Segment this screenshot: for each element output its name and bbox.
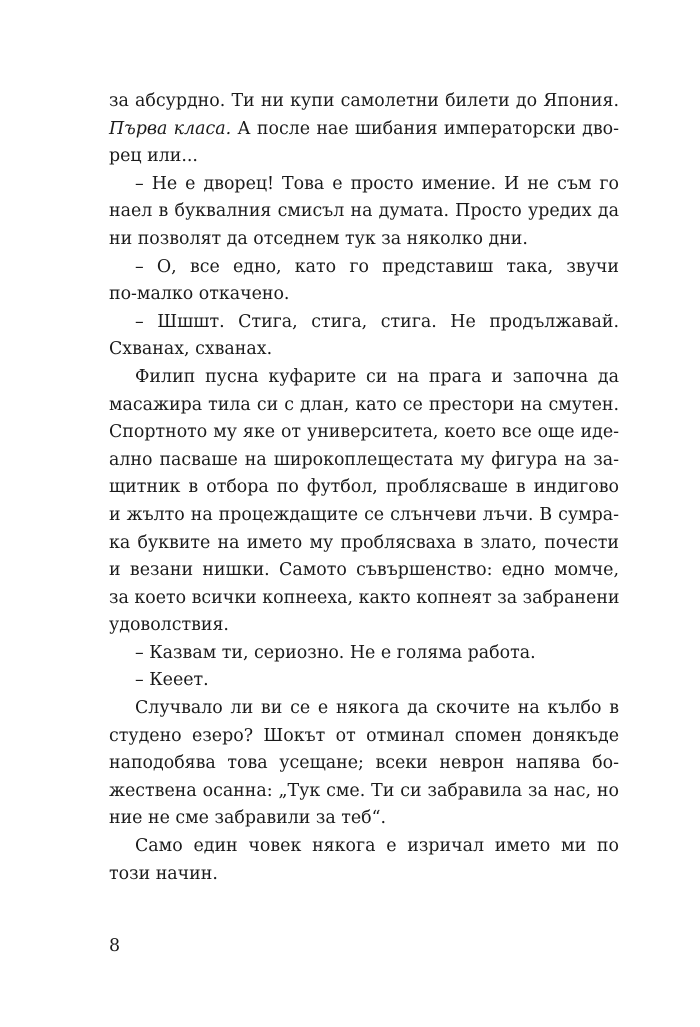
text-line: жествена осанна: „Тук сме. Ти си забравила за нас, но bbox=[109, 780, 619, 801]
text-line: за което всички копнееха, както копнеят за забранени bbox=[109, 587, 620, 608]
text-line: – О, все едно, като го представиш така, звучи bbox=[135, 256, 619, 277]
text-line: наел в буквалния смисъл на думата. Просто уредих да bbox=[109, 201, 619, 222]
text-line: този начин. bbox=[109, 863, 218, 884]
text-line: Случвало ли ви се е някога да скочите на кълбо в bbox=[135, 698, 619, 719]
italic-phrase: Първа класа. bbox=[109, 118, 232, 139]
text-line: удоволствия. bbox=[109, 615, 229, 636]
text-line: студено езеро? Шокът от отминал спомен донякъде bbox=[109, 725, 619, 746]
text-line: ние не сме забравили за теб“. bbox=[109, 808, 387, 829]
text-line: масажира тила си с длан, като се престори на смутен. bbox=[109, 394, 619, 415]
text-line: ни позволят да отседнем тук за няколко дни. bbox=[109, 228, 528, 249]
text-line: – Кееет. bbox=[135, 670, 209, 691]
text-line: Схванах, схванах. bbox=[109, 339, 273, 360]
text-line: и везани нишки. Самото съвършенство: едно момче, bbox=[109, 560, 619, 581]
text-line: – Не е дворец! Това е просто имение. И не съм го bbox=[135, 173, 619, 194]
text-line: ално пасваше на широкоплещестата му фигура на за- bbox=[109, 449, 619, 470]
text-line: рец или... bbox=[109, 146, 198, 167]
text-line: Филип пусна куфарите си на прага и започна да bbox=[135, 366, 619, 387]
text-line: – Шшшт. Стига, стига, стига. Не продължавай. bbox=[135, 311, 619, 332]
text-line: щитник в отбора по футбол, проблясваше в индигово bbox=[109, 477, 619, 498]
text-line: наподобява това усещане; всеки неврон напява бо- bbox=[109, 753, 619, 774]
page-number: 8 bbox=[109, 936, 121, 956]
text-line: ка буквите на името му проблясваха в злато, почести bbox=[109, 532, 619, 553]
text-line: – Казвам ти, сериозно. Не е голяма работа. bbox=[135, 642, 536, 663]
text-line: Спортното му яке от университета, което все още иде- bbox=[109, 422, 619, 443]
text-line: за абсурдно. Ти ни купи самолетни билети до Япония. bbox=[109, 91, 619, 111]
page-text bbox=[109, 88, 619, 888]
text-line: по-малко откачено. bbox=[109, 284, 290, 305]
text-line: и жълто на процеждащите се слънчеви лъчи. В сумра- bbox=[109, 504, 619, 525]
text-line: Само един човек някога е изричал името ми по bbox=[135, 836, 619, 857]
text-line: Първа класа. А после нае шибания императорски дво- bbox=[109, 118, 619, 139]
